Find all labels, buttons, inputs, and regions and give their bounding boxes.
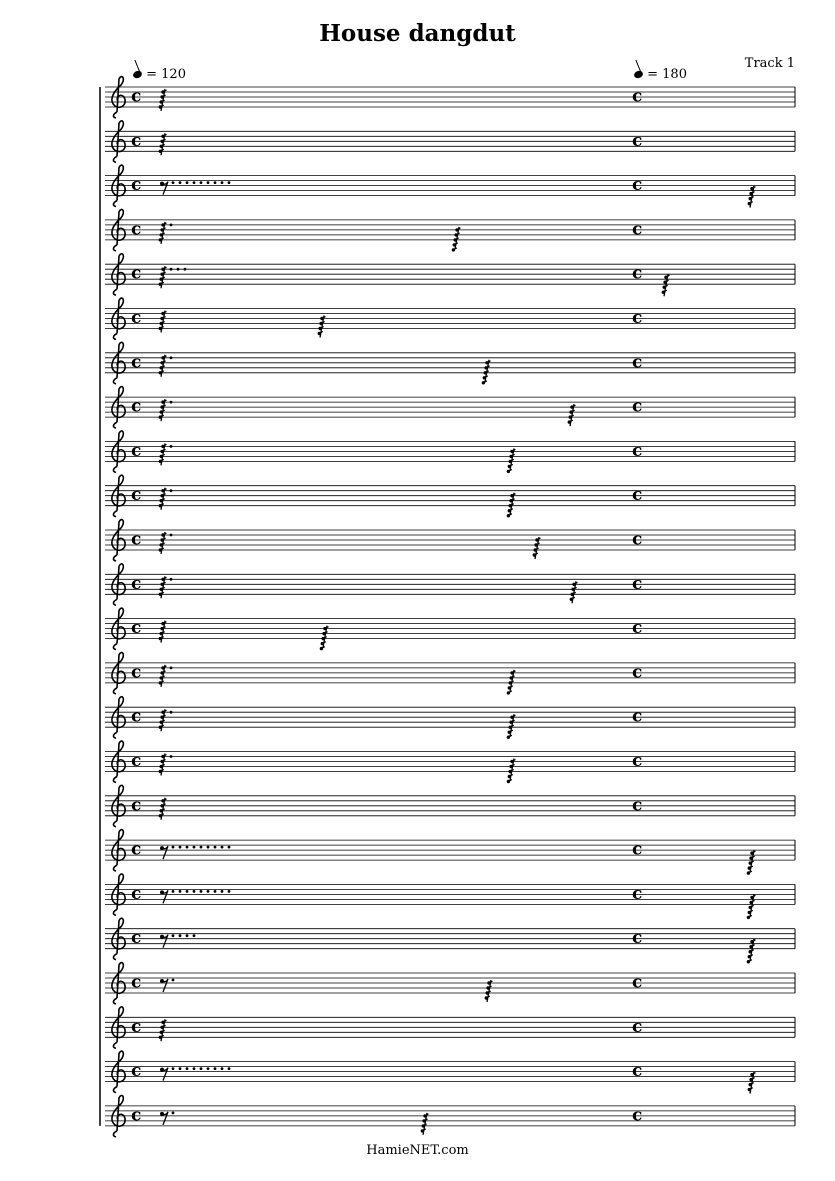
- augmentation-dot: [228, 181, 231, 184]
- time-signature-icon: c: [131, 573, 142, 594]
- augmentation-dot: [207, 181, 210, 184]
- time-signature-icon: c: [131, 883, 142, 904]
- time-signature-icon: c: [632, 883, 643, 904]
- rest-stem: [162, 182, 168, 195]
- augmentation-dot: [170, 224, 173, 227]
- augmentation-dot: [207, 890, 210, 893]
- rest-stem: [162, 1112, 168, 1125]
- time-signature-icon: c: [131, 1061, 142, 1082]
- staff: [105, 254, 795, 296]
- score-title: House dangdut: [319, 20, 516, 47]
- augmentation-dot: [177, 268, 180, 271]
- staff: [105, 564, 795, 605]
- augmentation-dot: [186, 846, 189, 849]
- staff: [105, 785, 795, 826]
- time-signature-icon: c: [632, 308, 643, 328]
- staff: [105, 431, 795, 473]
- augmentation-dot: [193, 1067, 196, 1070]
- augmentation-dot: [170, 401, 173, 404]
- augmentation-dot: [172, 846, 175, 849]
- time-signature-icon: c: [632, 86, 643, 107]
- staff: [105, 209, 795, 251]
- augmentation-dot: [179, 1067, 182, 1070]
- staff: [105, 608, 795, 650]
- augmentation-dot: [200, 890, 203, 893]
- time-signature-icon: c: [632, 795, 643, 816]
- time-signature-icon: c: [131, 396, 142, 417]
- time-signature-icon: c: [131, 529, 142, 550]
- augmentation-dot: [193, 890, 196, 893]
- staff: [105, 121, 795, 162]
- time-signature-icon: c: [131, 706, 142, 727]
- augmentation-dot: [228, 1067, 231, 1070]
- staff: [105, 918, 795, 963]
- staff: [105, 475, 795, 517]
- augmentation-dot: [179, 846, 182, 849]
- augmentation-dot: [170, 667, 173, 670]
- staff: [105, 874, 795, 919]
- time-signature-icon: c: [632, 263, 643, 284]
- staff: [105, 963, 795, 1004]
- staff: [105, 741, 795, 783]
- augmentation-dot: [170, 578, 173, 581]
- time-signature-icon: c: [632, 1016, 643, 1037]
- time-signature-icon: c: [632, 618, 643, 639]
- time-signature-icon: c: [131, 440, 142, 461]
- time-signature-icon: c: [131, 485, 142, 506]
- augmentation-dot: [170, 268, 173, 271]
- augmentation-dot: [214, 181, 217, 184]
- rest-stem: [162, 890, 168, 903]
- time-signature-icon: c: [632, 839, 643, 860]
- augmentation-dot: [172, 181, 175, 184]
- rest-stem: [162, 935, 168, 948]
- staff: [105, 520, 795, 561]
- time-signature-icon: c: [632, 1105, 643, 1126]
- augmentation-dot: [170, 356, 173, 359]
- staff: [105, 1007, 795, 1048]
- staff: [105, 697, 795, 739]
- time-signature-icon: c: [131, 130, 142, 151]
- time-signature-icon: c: [632, 573, 643, 594]
- augmentation-dot: [172, 890, 175, 893]
- augmentation-dot: [193, 846, 196, 849]
- augmentation-dot: [170, 534, 173, 537]
- time-signature-icon: c: [131, 662, 142, 683]
- time-signature-icon: c: [131, 175, 142, 196]
- time-signature-icon: c: [131, 928, 142, 949]
- augmentation-dot: [193, 934, 196, 937]
- time-signature-icon: c: [632, 440, 643, 461]
- augmentation-dot: [228, 846, 231, 849]
- tempo-value: = 120: [146, 67, 186, 82]
- time-signature-icon: c: [632, 352, 643, 373]
- augmentation-dot: [170, 711, 173, 714]
- augmentation-dot: [200, 181, 203, 184]
- augmentation-dot: [184, 268, 187, 271]
- augmentation-dot: [186, 181, 189, 184]
- augmentation-dot: [172, 1112, 175, 1115]
- time-signature-icon: c: [632, 396, 643, 417]
- staff: [105, 830, 795, 875]
- staff: [105, 77, 795, 118]
- time-signature-icon: c: [131, 219, 142, 240]
- augmentation-dot: [186, 1067, 189, 1070]
- augmentation-dot: [172, 934, 175, 937]
- augmentation-dot: [221, 846, 224, 849]
- augmentation-dot: [200, 846, 203, 849]
- rest-stem: [162, 1068, 168, 1081]
- time-signature-icon: c: [632, 751, 643, 771]
- time-signature-icon: c: [131, 751, 142, 771]
- staff: [105, 342, 795, 384]
- augmentation-dot: [214, 846, 217, 849]
- time-signature-icon: c: [131, 263, 142, 284]
- augmentation-dot: [214, 1067, 217, 1070]
- time-signature-icon: c: [131, 1016, 142, 1037]
- time-signature-icon: c: [632, 1061, 643, 1082]
- time-signature-icon: c: [632, 662, 643, 683]
- track-label: Track 1: [744, 56, 795, 71]
- augmentation-dot: [214, 890, 217, 893]
- time-signature-icon: c: [632, 706, 643, 727]
- augmentation-dot: [179, 181, 182, 184]
- time-signature-icon: c: [632, 972, 643, 993]
- augmentation-dot: [193, 181, 196, 184]
- time-signature-icon: c: [632, 529, 643, 550]
- rest-stem: [162, 846, 168, 859]
- time-signature-icon: c: [131, 86, 142, 107]
- time-signature-icon: c: [131, 352, 142, 373]
- staff: [105, 1095, 795, 1136]
- augmentation-dot: [207, 1067, 210, 1070]
- augmentation-dot: [179, 934, 182, 937]
- time-signature-icon: c: [131, 308, 142, 328]
- time-signature-icon: c: [131, 795, 142, 816]
- augmentation-dot: [200, 1067, 203, 1070]
- time-signature-icon: c: [131, 618, 142, 639]
- time-signature-icon: c: [632, 175, 643, 196]
- augmentation-dot: [172, 1067, 175, 1070]
- tempo-value: = 180: [647, 67, 687, 82]
- staff: [105, 165, 795, 207]
- augmentation-dot: [172, 979, 175, 982]
- staff: [105, 1051, 795, 1093]
- augmentation-dot: [186, 890, 189, 893]
- time-signature-icon: c: [632, 219, 643, 240]
- staff: [105, 298, 795, 339]
- augmentation-dot: [179, 890, 182, 893]
- staff: [105, 387, 795, 428]
- augmentation-dot: [221, 1067, 224, 1070]
- time-signature-icon: c: [632, 130, 643, 151]
- augmentation-dot: [207, 846, 210, 849]
- augmentation-dot: [221, 181, 224, 184]
- augmentation-dot: [221, 890, 224, 893]
- time-signature-icon: c: [131, 972, 142, 993]
- augmentation-dot: [170, 445, 173, 448]
- footer-credit: HamieNET.com: [366, 1143, 469, 1158]
- augmentation-dot: [228, 890, 231, 893]
- rest-stem: [162, 979, 168, 992]
- augmentation-dot: [170, 755, 173, 758]
- time-signature-icon: c: [131, 839, 142, 860]
- staff: [105, 652, 795, 694]
- time-signature-icon: c: [632, 928, 643, 949]
- time-signature-icon: c: [632, 485, 643, 506]
- augmentation-dot: [186, 934, 189, 937]
- augmentation-dot: [170, 489, 173, 492]
- time-signature-icon: c: [131, 1105, 142, 1126]
